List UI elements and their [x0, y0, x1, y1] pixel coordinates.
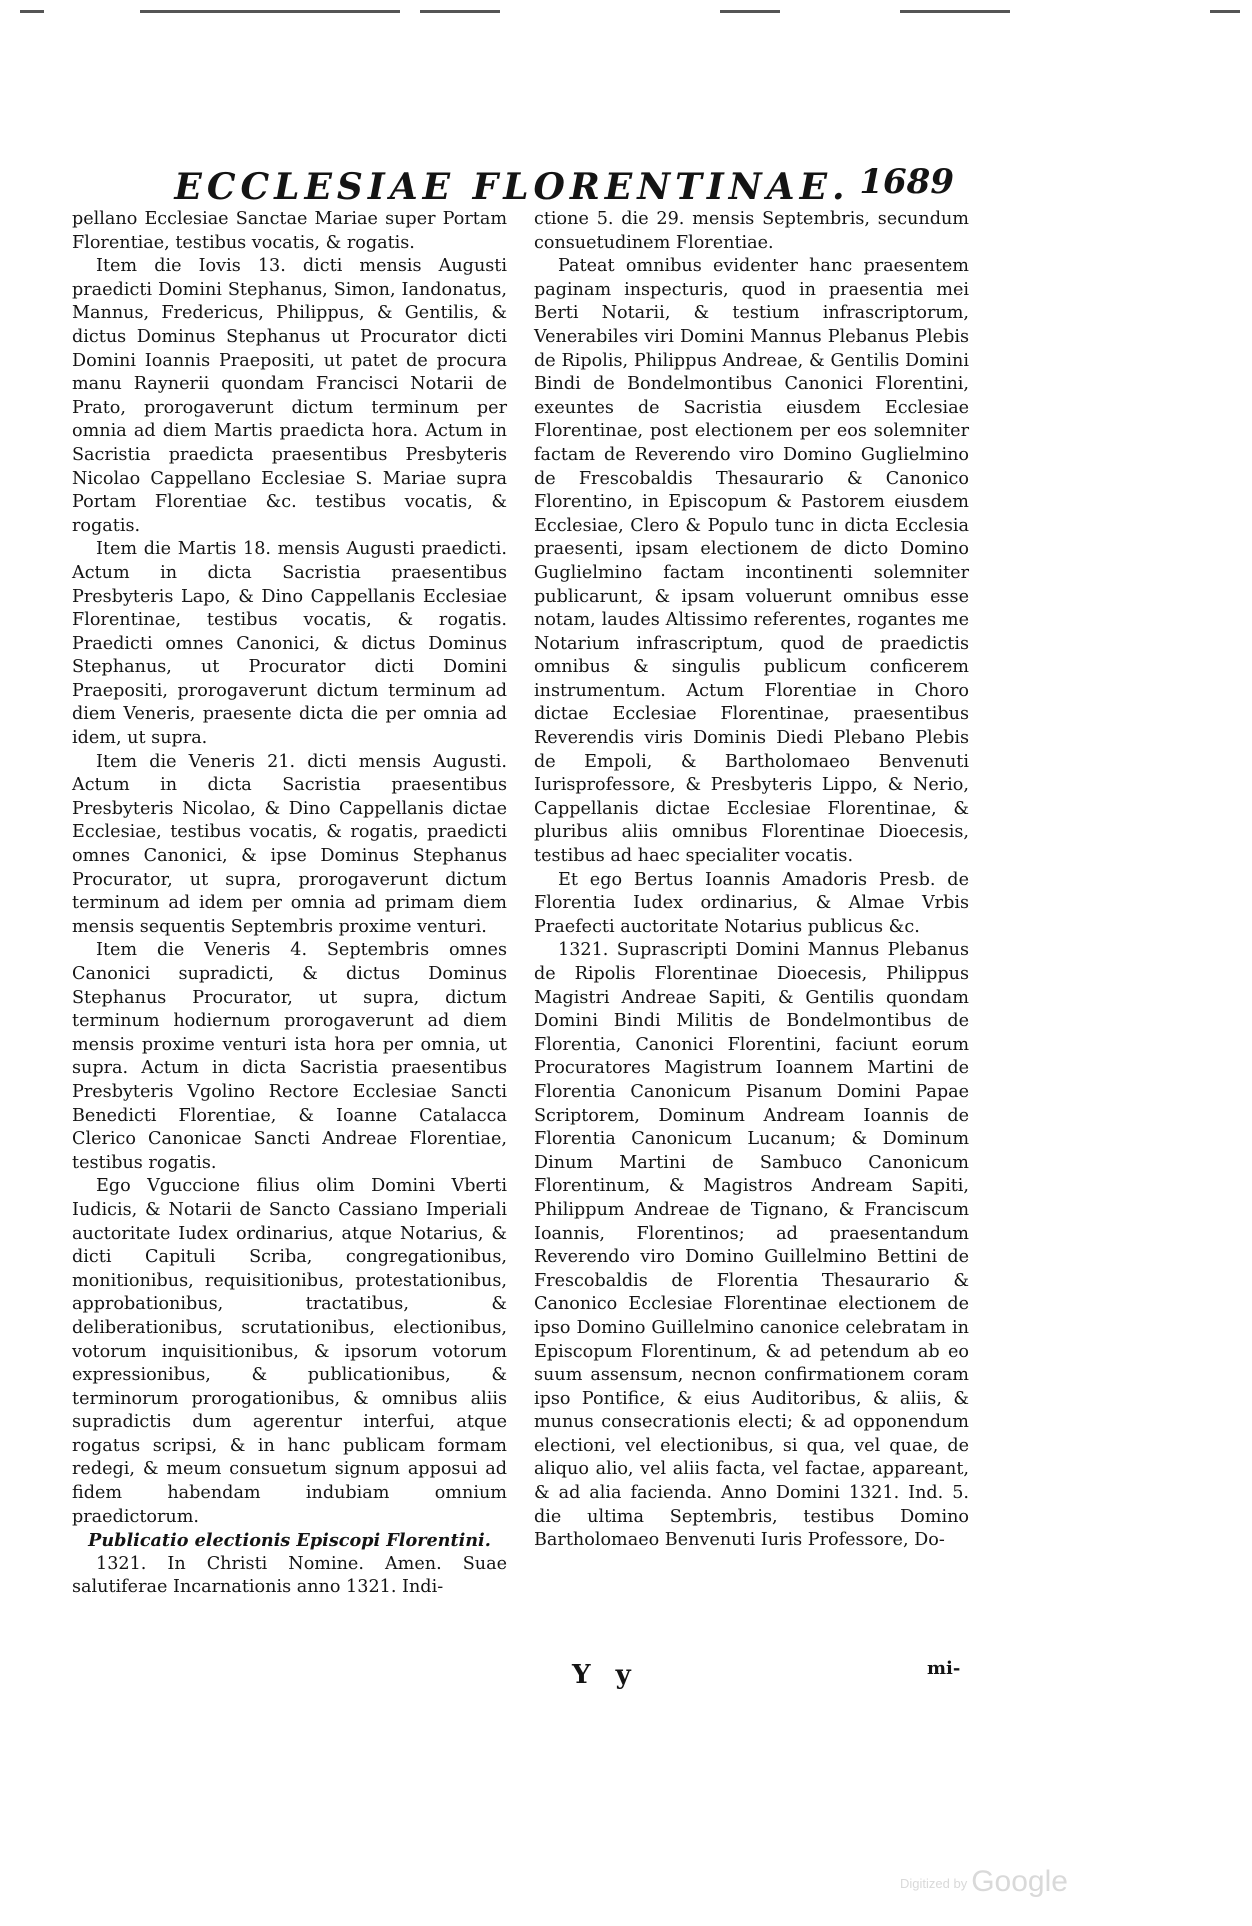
- page-number: 1689: [859, 162, 954, 202]
- paragraph: Item die Veneris 4. Septembris omnes Canonici supradicti, & dictus Dominus Stephanus Procurator, ut supra, dictum terminum hodiernum prorogaverunt ad diem mensis proxime venturi ista hora per omnia, ut supra. Actum in dicta Sacristia praesentibus Presbyteris Vgolino Rectore Ecclesiae Sancti Benedicti Florentiae, & Ioanne Catalacca Clerico Canonicae Sancti Andreae Florentiae, testibus rogatis.: [72, 940, 507, 1173]
- book-page: [72, 150, 972, 1750]
- watermark-brand: Google: [971, 1865, 1068, 1898]
- signature-mark: Y y: [572, 1660, 639, 1690]
- left-column: [72, 208, 507, 1600]
- watermark-prefix: Digitized by: [900, 1875, 968, 1891]
- paragraph: Et ego Bertus Ioannis Amadoris Presb. de Florentia Iudex ordinarius, & Almae Vrbis Praefecti auctoritate Notarius publicus &c.: [534, 869, 969, 937]
- top-edge-marks: [0, 0, 1252, 30]
- digitization-watermark: [900, 1865, 1068, 1899]
- right-column: [534, 208, 969, 1553]
- catchword: mi-: [927, 1658, 961, 1679]
- paragraph: 1321. Suprascripti Domini Mannus Plebanus de Ripolis Florentinae Dioecesis, Philippus Magistri Andreae Sapiti, & Gentilis quondam Domini Bindi Militis de Bondelmontibus de Florentia, Canonici Florentini, faciunt eorum Procuratores Magistrum Ioannem Martini de Florentia Canonicum Pisanum Domini Papae Scriptorem, Dominum Andream Ioannis de Florentia Canonicum Lucanum; & Dominum Dinum Martini de Sambuco Canonicum Florentinum, & Magistros Andream Sapiti, Philippum Andreae de Tignano, & Franciscum Ioannis, Florentinos; ad praesentandum Reverendo viro Domino Guillelmino Bettini de Frescobaldis de Florentia Thesaurario & Canonico Ecclesiae Florentinae electionem de ipso Domino Guillelmino canonice celebratam in Episcopum Florentinum, & ad petendum ab eo suum assensum, necnon confirmationem coram ipso Pontifice, & eius Auditoribus, & aliis, & munus consecrationis electi; & ad opponendum electioni, vel electionibus, si qua, vel quae, de aliquo alio, vel aliis facta, vel factae, appareant, & ad alia facienda. Anno Domini 1321. Ind. 5. die ultima Septembris, testibus Domino Bartholomaeo Benvenuti Iuris Professore, Do-: [534, 940, 969, 1551]
- paragraph: Item die Veneris 21. dicti mensis Augusti. Actum in dicta Sacristia praesentibus Presbyteris Nicolao, & Dino Cappellanis dictae Ecclesiae, testibus vocatis, & rogatis, praedicti omnes Canonici, & ipse Dominus Stephanus Procurator, ut supra, prorogaverunt dictum terminum ad idem per omnia ad primam diem mensis sequentis Septembris proxime venturi.: [72, 751, 507, 937]
- paragraph: Pateat omnibus evidenter hanc praesentem paginam inspecturis, quod in praesentia mei Berti Notarii, & testium infrascriptorum, Venerabiles viri Domini Mannus Plebanus Plebis de Ripolis, Philippus Andreae, & Gentilis Domini Bindi de Bondelmontibus Canonici Florentini, exeuntes de Sacristia eiusdem Ecclesiae Florentinae, post electionem per eos solemniter factam de Reverendo viro Domino Guglielmino de Frescobaldis Thesaurario & Canonico Florentino, in Episcopum & Pastorem eiusdem Ecclesiae, Clero & Populo tunc in dicta Ecclesia praesenti, ipsam electionem de dicto Domino Guglielmino factam incontinenti solemniter publicarunt, & ipsam voluerunt omnibus esse notam, laudes Altissimo referentes, rogantes me Notarium infrascriptum, quod de praedictis omnibus & singulis publicum conficerem instrumentum. Actum Florentiae in Choro dictae Ecclesiae Florentinae, praesentibus Reverendis viris Dominis Diedi Plebano Plebis de Empoli, & Bartholomaeo Benvenuti Iurisprofessore, & Presbyteris Lippo, & Nerio, Cappellanis dictae Ecclesiae Florentinae, & pluribus aliis omnibus Florentinae Dioecesis, testibus ad haec specialiter vocatis.: [534, 256, 969, 867]
- paragraph: ctione 5. die 29. mensis Septembris, secundum consuetudinem Florentiae.: [534, 209, 969, 253]
- paragraph: pellano Ecclesiae Sanctae Mariae super Portam Florentiae, testibus vocatis, & rogatis.: [72, 209, 507, 253]
- paragraph: Item die Iovis 13. dicti mensis Augusti praedicti Domini Stephanus, Simon, Iandonatus, Mannus, Fredericus, Philippus, & Gentilis, & dictus Dominus Stephanus ut Procurator dicti Domini Ioannis Praepositi, ut patet de procura manu Raynerii quondam Francisci Notarii de Prato, prorogaverunt dictum terminum per omnia ad diem Martis praedicta hora. Actum in Sacristia praedicta praesentibus Presbyteris Nicolao Cappellano Ecclesiae S. Mariae supra Portam Florentiae &c. testibus vocatis, & rogatis.: [72, 256, 507, 536]
- paragraph: 1321. In Christi Nomine. Amen. Suae salutiferae Incarnationis anno 1321. Indi-: [72, 1553, 507, 1598]
- running-title: ECCLESIAE FLORENTINAE.: [174, 166, 850, 208]
- section-heading: Publicatio electionis Episcopi Florentini.: [88, 1530, 491, 1552]
- page-header: [72, 150, 972, 208]
- paragraph: Ego Vguccione filius olim Domini Vberti Iudicis, & Notarii de Sancto Cassiano Imperiali auctoritate Iudex ordinarius, atque Notarius, & dicti Capituli Scriba, congregationibus, monitionibus, requisitionibus, protestationibus, approbationibus, tractatibus, & deliberationibus, scrutationibus, electionibus, votorum inquisitionibus, & ipsorum votorum expressionibus, & publicationibus, & terminorum prorogationibus, & omnibus aliis supradictis dum agerentur interfui, atque rogatus scripsi, & in hanc publicam formam redegi, & meum consuetum signum apposui ad fidem habendam indubiam omnium praedictorum.: [72, 1176, 507, 1527]
- paragraph: Item die Martis 18. mensis Augusti praedicti. Actum in dicta Sacristia praesentibus Presbyteris Lapo, & Dino Cappellanis Ecclesiae Florentinae, testibus vocatis, & rogatis. Praedicti omnes Canonici, & dictus Dominus Stephanus, ut Procurator dicti Domini Praepositi, prorogaverunt dictum terminum ad diem Veneris, praesente dicta die per omnia ad idem, ut supra.: [72, 539, 507, 749]
